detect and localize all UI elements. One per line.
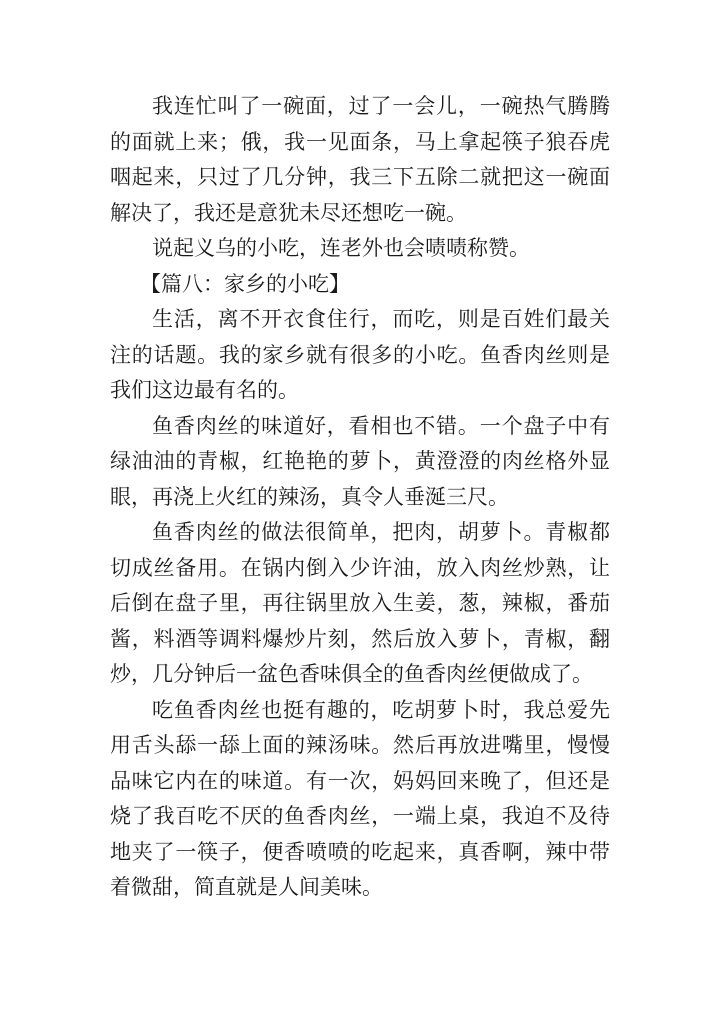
paragraph-eating: 吃鱼香肉丝也挺有趣的，吃胡萝卜时，我总爱先用舌头舔一舔上面的辣汤味。然后再放进嘴里，慢慢品味它内在的味道。有一次，妈妈回来晚了，但还是烧了我百吃不厌的鱼香肉丝，一端上桌，我迫不及待地夹了一筷子，便香喷喷的吃起来，真香啊，辣中带着微甜，简直就是人间美味。 <box>110 697 610 899</box>
paragraph-intro: 生活，离不开衣食住行，而吃，则是百姓们最关注的话题。我的家乡就有很多的小吃。鱼香肉丝则是我们这边最有名的。 <box>110 307 610 402</box>
section-heading: 【篇八：家乡的小吃】 <box>140 271 350 296</box>
paragraph-yiwu-snacks: 说起义乌的小吃，连老外也会啧啧称赞。 <box>152 236 530 260</box>
paragraph-recipe: 鱼香肉丝的做法很简单，把肉，胡萝卜。青椒都切成丝备用。在锅内倒入少许油，放入肉丝炒熟，让后倒在盘子里，再往锅里放入生姜，葱，辣椒，番茄酱，料酒等调料爆炒片刻，然后放入萝卜，青椒，翻炒，几分钟后一盆色香味俱全的鱼香肉丝便做成了。 <box>110 520 610 686</box>
paragraph-noodles: 我连忙叫了一碗面，过了一会儿，一碗热气腾腾的面就上来；俄，我一见面条，马上拿起筷子狼吞虎咽起来，只过了几分钟，我三下五除二就把这一碗面解决了，我还是意犹未尽还想吃一碗。 <box>110 94 610 225</box>
document-body <box>110 89 610 906</box>
paragraph-appearance: 鱼香肉丝的味道好，看相也不错。一个盘子中有绿油油的青椒，红艳艳的萝卜，黄澄澄的肉丝格外显眼，再浇上火红的辣汤，真令人垂涎三尺。 <box>110 413 610 509</box>
